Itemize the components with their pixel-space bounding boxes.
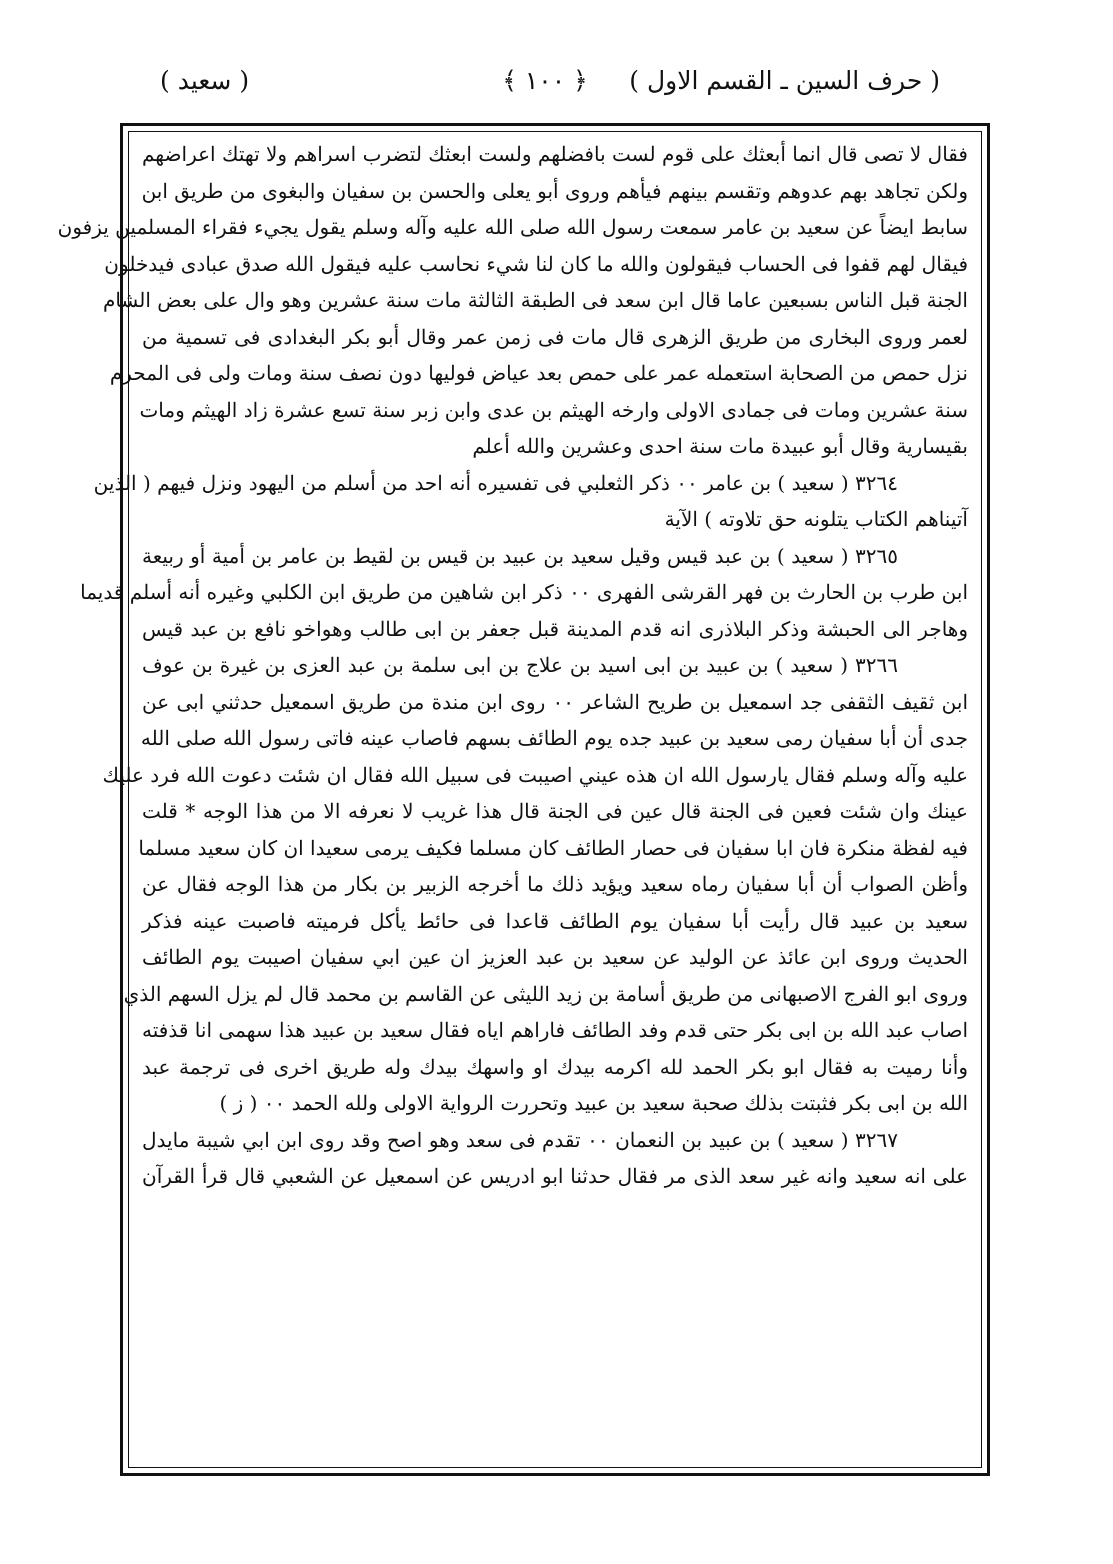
text-line: وروى ابو الفرج الاصبهانى من طريق أسامة بن زيد الليثى عن القاسم بن محمد قال لم يزل السهم الذي bbox=[123, 981, 968, 1006]
text-line: جدى أن أبا سفيان رمى سعيد بن عبيد جده يوم الطائف بسهم فاصاب عينه فاتى رسول الله صلى الله bbox=[140, 726, 968, 750]
text-line: نزل حمص من الصحابة استعمله عمر على حمص بعد عياض فوليها دون نصف سنة ومات ولى فى المحرم bbox=[109, 361, 968, 385]
text-line: ابن طرب بن الحارث بن فهر القرشى الفهرى ٠٠ ذكر ابن شاهين من طريق ابن الكلبي وغيره أنه أسلم قديما bbox=[80, 580, 968, 604]
text-line: عينك وان شئت فعين فى الجنة قال عين فى الجنة قال هذا غريب لا نعرفه الا من هذا الوجه * قلت bbox=[142, 799, 968, 823]
text-line: فيه لفظة منكرة فان ابا سفيان فى حصار الطائف كان مسلما فكيف يرمى سعيدا ان كان سعيد مسلما bbox=[138, 835, 968, 860]
section-title: ( حرف السين ـ القسم الاول ) bbox=[629, 66, 940, 95]
text-line: ولكن تجاهد بهم عدوهم وتقسم بينهم فيأهم وروى أبو يعلى والحسن بن سفيان والبغوى من طريق ابن bbox=[141, 178, 968, 203]
text-line: فيقال لهم قفوا فى الحساب فيقولون والله ما كان لنا شيء نحاسب عليه فيقول الله صدق عبادى فيدخلون bbox=[104, 251, 968, 276]
text-line: عليه وآله وسلم فقال يارسول الله ان هذه عيني اصيبت فى سبيل الله فقال ان شئت دعوت الله فرد عليك bbox=[102, 762, 968, 787]
page-number: ﴿ ١٠٠ ﴾ bbox=[502, 66, 588, 95]
page-header bbox=[150, 66, 940, 110]
text-line: وأظن الصواب أن أبا سفيان رماه سعيد ويؤيد ذلك ما أخرجه الزبير بن بكار من هذا الوجه فقال عن bbox=[142, 872, 969, 896]
entry-name: ( سعيد ) bbox=[160, 66, 250, 95]
text-line: سعيد بن عبيد قال رأيت أبا سفيان يوم الطائف قاعدا فى حائط يأكل فرميته فاصبت عينه فذكر bbox=[142, 908, 968, 933]
text-line: وأنا رميت به فقال ابو بكر الحمد لله اكرمه بيدك او واسهك بيدك وله طريق اخرى فى ترجمة عبد bbox=[142, 1054, 968, 1079]
entry-heading-3264: ٣٢٦٤ ( سعيد ) بن عامر ٠٠ ذكر الثعلبي فى تفسيره أنه احد من أسلم من اليهود ونزل فيهم ( الذين bbox=[93, 470, 898, 495]
text-line: الله بن ابى بكر فثبتت بذلك صحبة سعيد بن عبيد وتحررت الرواية الاولى ولله الحمد ٠٠ ( ز ) bbox=[219, 1091, 968, 1115]
text-line: الحديث وروى ابن عائذ عن الوليد عن سعيد بن عبد العزيز ان عين ابي سفيان اصيبت يوم الطائف bbox=[142, 945, 968, 969]
text-line: وهاجر الى الحبشة وذكر البلاذرى انه قدم المدينة قبل جعفر بن ابى طالب وهواخو نافع بن عبد قيس bbox=[142, 616, 968, 641]
entry-heading-3266: ٣٢٦٦ ( سعيد ) بن عبيد بن ابى اسيد بن علاج بن ابى سلمة بن عبد العزى بن غيرة بن عوف bbox=[142, 653, 898, 677]
text-line: اصاب عبد الله بن ابى بكر حتى قدم وفد الطائف فاراهم اياه فقال سعيد بن عبيد هذا سهمى انا قذفته bbox=[142, 1018, 968, 1042]
text-line: الجنة قبل الناس بسبعين عاما قال ابن سعد فى الطبقة الثالثة مات سنة عشرين وهو وال على بعض الشام bbox=[102, 288, 968, 312]
text-line: آتيناهم الكتاب يتلونه حق تلاوته ) الآية bbox=[664, 507, 968, 531]
text-line: سنة عشرين ومات فى جمادى الاولى وارخه الهيثم بن عدى وابن زبر سنة تسع عشرة زاد الهيثم ومات bbox=[139, 397, 968, 422]
text-line: فقال لا تصى قال انما أبعثك على قوم لست بافضلهم ولست ابعثك لتضرب اسراهم ولا تهتك اعراضهم bbox=[142, 142, 968, 166]
entry-heading-3265: ٣٢٦٥ ( سعيد ) بن عبد قيس وقيل سعيد بن عبيد بن قيس بن لقيط بن عامر بن أمية أو ربيعة bbox=[142, 543, 898, 568]
text-line: لعمر وروى البخارى من طريق الزهرى قال مات فى زمن عمر وقال أبو بكر البغدادى فى تسمية من bbox=[142, 324, 968, 349]
text-line: على انه سعيد وانه غير سعد الذى مر فقال حدثنا ابو ادريس عن اسمعيل عن الشعبي قال قرأ القرآن bbox=[142, 1164, 968, 1188]
body-text bbox=[57, 136, 969, 1195]
text-line: بقيسارية وقال أبو عبيدة مات سنة احدى وعشرين والله أعلم bbox=[472, 434, 968, 458]
entry-heading-3267: ٣٢٦٧ ( سعيد ) بن عبيد بن النعمان ٠٠ تقدم فى سعد وهو اصح وقد روى ابن ابي شيبة مايدل bbox=[142, 1127, 898, 1152]
text-line: ابن ثقيف الثقفى جد اسمعيل بن طريح الشاعر ٠٠ روى ابن مندة من طريق اسمعيل حدثني ابى عن bbox=[142, 689, 969, 714]
text-line: سابط ايضاً عن سعيد بن عامر سمعت رسول الله صلى الله عليه وآله وسلم يقول يجيء فقراء المسلمين يزفون bbox=[57, 215, 968, 239]
